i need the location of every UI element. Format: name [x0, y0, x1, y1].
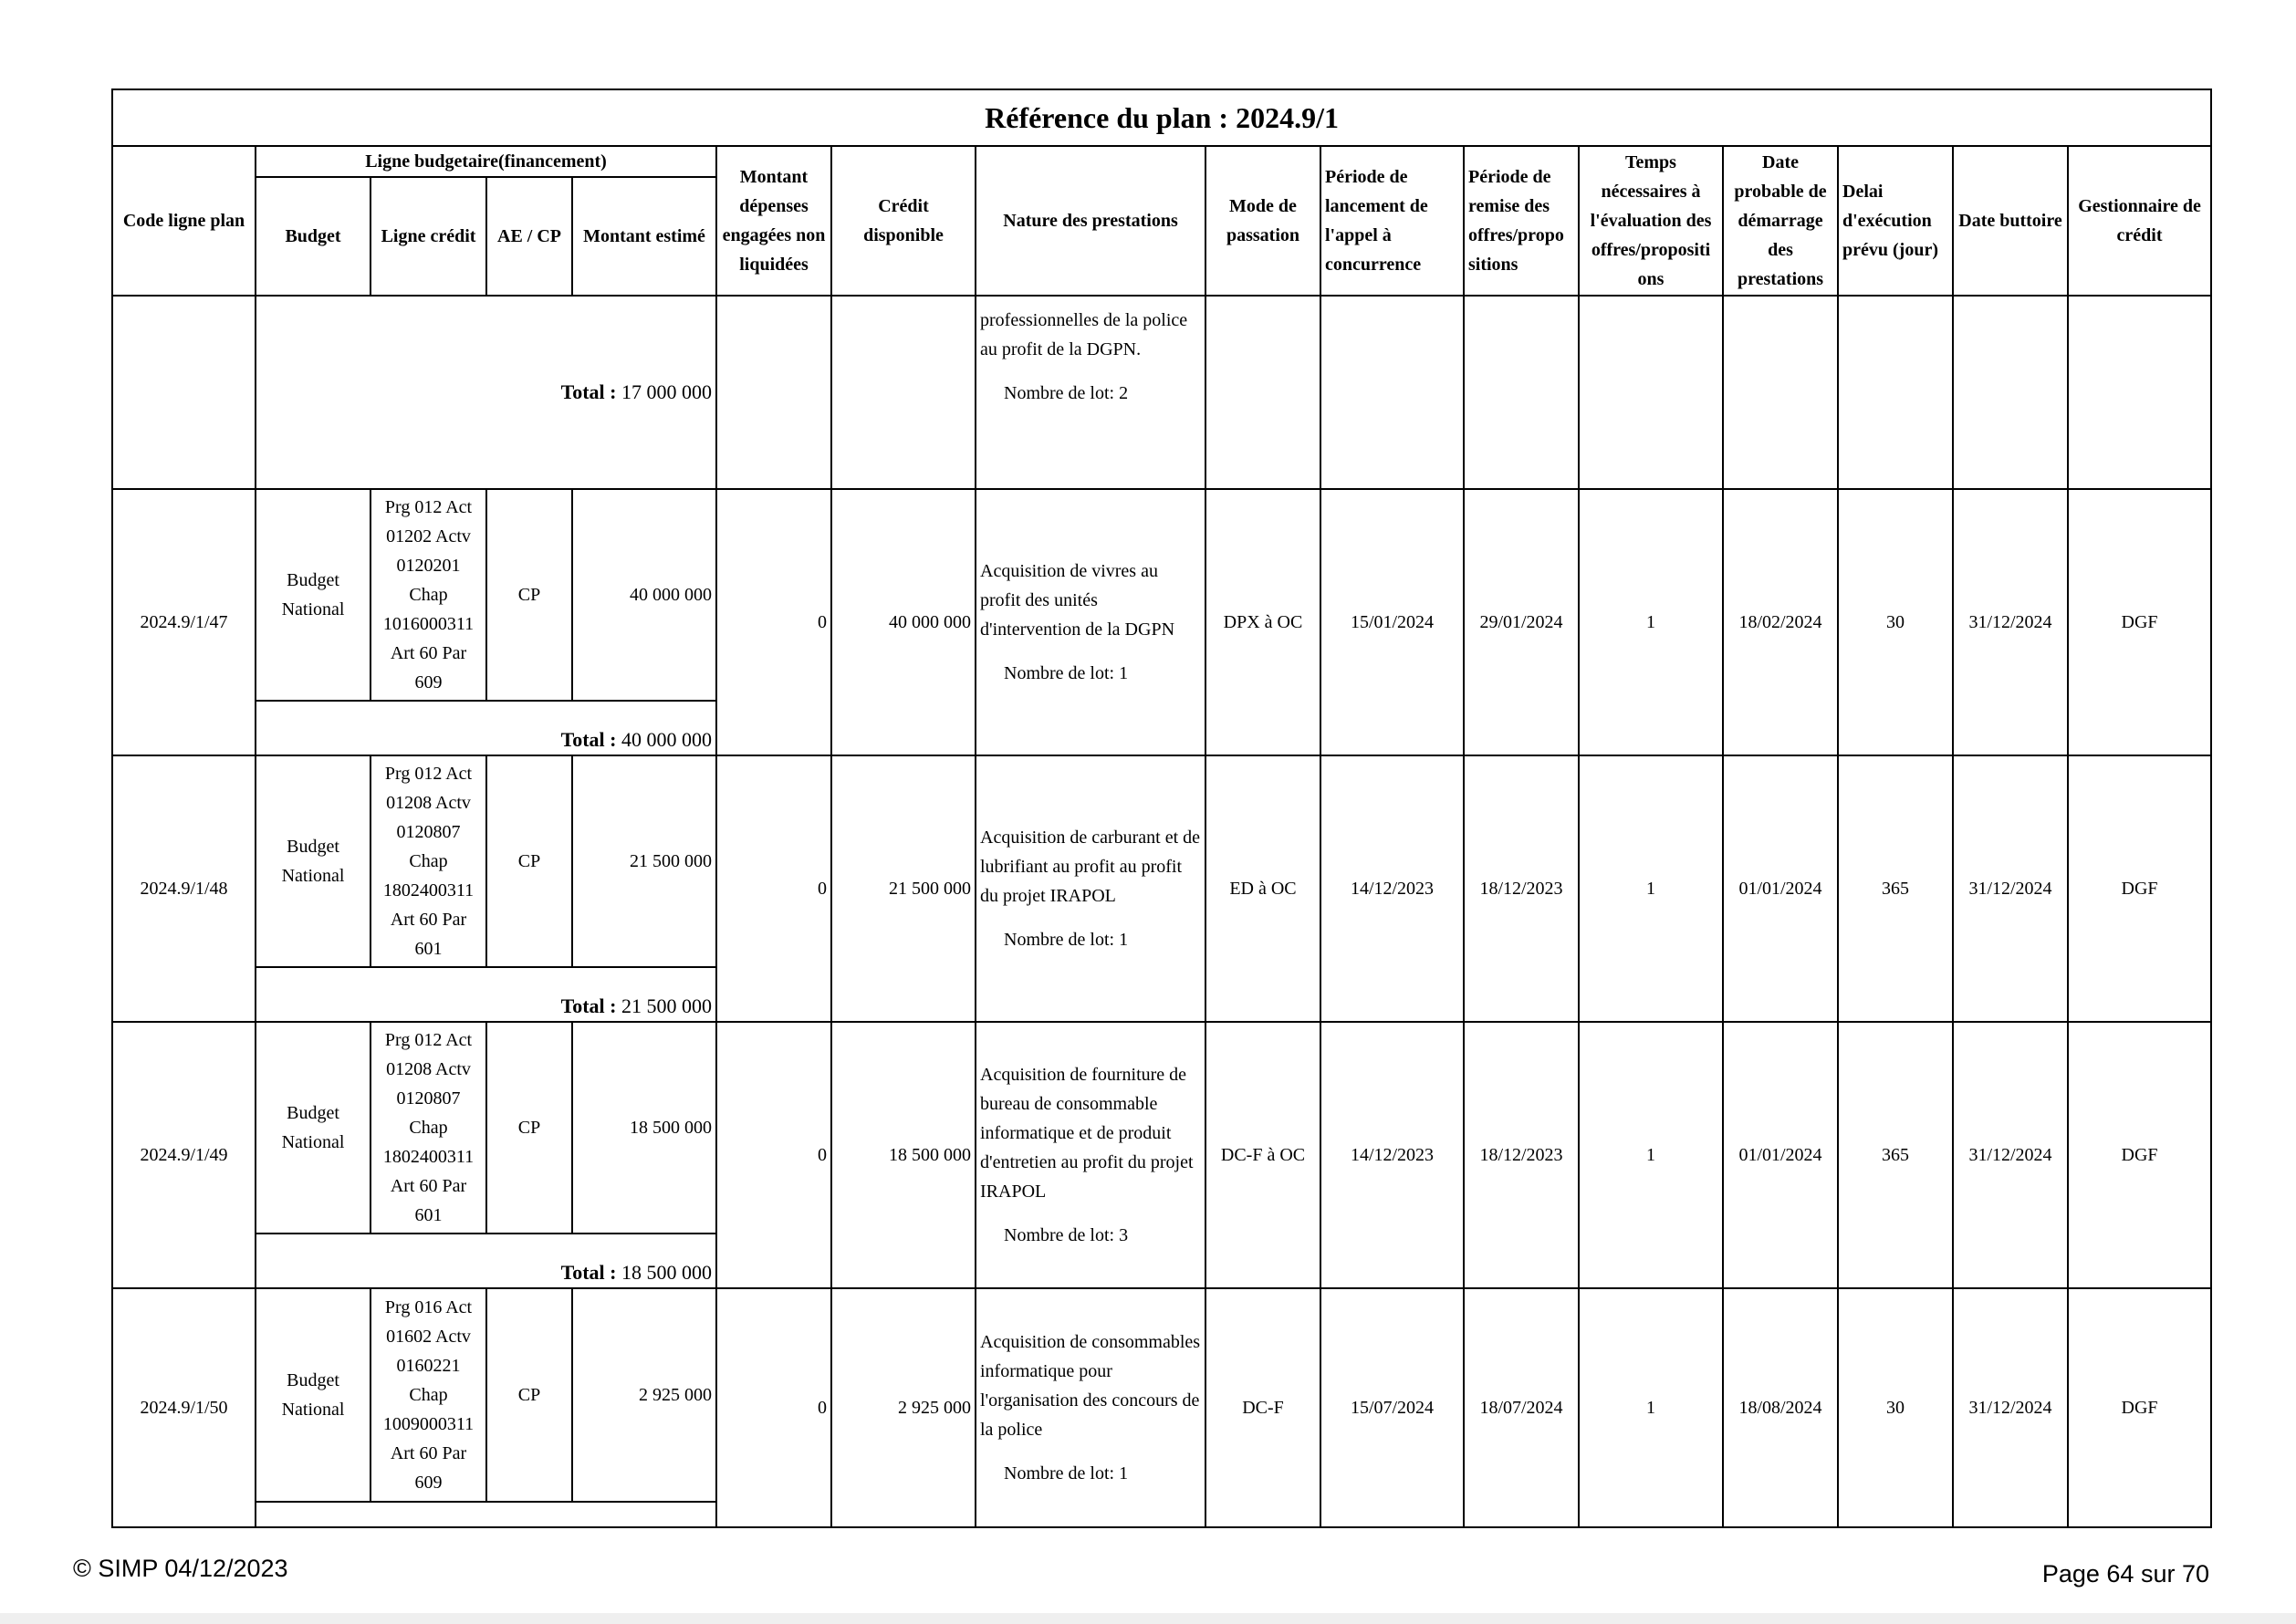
cell-gestionnaire: DGF	[2068, 1022, 2211, 1288]
table-row	[112, 489, 2211, 701]
cell-mode: ED à OC	[1205, 755, 1320, 1022]
cell-montant: 40 000 000	[572, 489, 716, 701]
total-value: 21 500 000	[621, 994, 712, 1017]
cell-montant: 18 500 000	[572, 1022, 716, 1234]
header-temps-evaluation: Temps nécessaires à l'évaluation des offres/propositi ons	[1579, 146, 1723, 296]
lot-count: Nombre de lot: 1	[1004, 663, 1129, 683]
footer-copyright: © SIMP 04/12/2023	[73, 1555, 288, 1582]
cell-ligne-credit: Prg 012 Act 01208 Actv 0120807 Chap 1802400311 Art 60 Par 601	[370, 755, 486, 967]
cell-ae-cp: CP	[486, 489, 572, 701]
cell-mode: DC-F à OC	[1205, 1022, 1320, 1288]
footer-page-number: Page 64 sur 70	[2041, 1560, 2209, 1588]
cell-demarrage: 18/08/2024	[1723, 1288, 1838, 1527]
cell-ae-cp: CP	[486, 1022, 572, 1234]
table-row-continuation	[112, 296, 2211, 489]
cell-code: 2024.9/1/47	[112, 489, 256, 755]
header-ae-cp: AE / CP	[486, 177, 572, 296]
cell-nature	[976, 1288, 1205, 1527]
header-ligne-credit: Ligne crédit	[370, 177, 486, 296]
cell-total	[256, 701, 716, 755]
cell-ligne-credit: Prg 012 Act 01208 Actv 0120807 Chap 1802400311 Art 60 Par 601	[370, 1022, 486, 1234]
cell-nature	[976, 489, 1205, 755]
cell-delai: 365	[1838, 755, 1953, 1022]
cell-credit: 18 500 000	[831, 1022, 976, 1288]
nature-text: Acquisition de fourniture de bureau de consommable informatique et de produit d'entretien au profit du projet IRAPOL	[980, 1065, 1194, 1202]
cell-credit: 40 000 000	[831, 489, 976, 755]
cell-total-empty	[256, 1502, 716, 1527]
cell-demarrage: 01/01/2024	[1723, 1022, 1838, 1288]
cell-delai: 365	[1838, 1022, 1953, 1288]
cell-buttoire: 31/12/2024	[1953, 755, 2068, 1022]
table-row	[112, 755, 2211, 967]
cell-code: 2024.9/1/48	[112, 755, 256, 1022]
total-label: Total :	[560, 380, 617, 403]
cell-nature	[976, 296, 1205, 489]
header-gestionnaire-credit: Gestionnaire de crédit	[2068, 146, 2211, 296]
cell-buttoire: 31/12/2024	[1953, 489, 2068, 755]
header-date-buttoire: Date buttoire	[1953, 146, 2068, 296]
cell-total	[256, 1234, 716, 1288]
cell-nature	[976, 755, 1205, 1022]
cell-montant: 21 500 000	[572, 755, 716, 967]
total-value: 18 500 000	[621, 1261, 712, 1284]
cell-buttoire: 31/12/2024	[1953, 1022, 2068, 1288]
header-mode-passation: Mode de passation	[1205, 146, 1320, 296]
header-code-ligne-plan: Code ligne plan	[112, 146, 256, 296]
cell-code	[112, 296, 256, 489]
total-label: Total :	[560, 994, 617, 1017]
procurement-plan-table	[111, 88, 2212, 1528]
cell-lancement: 14/12/2023	[1320, 1022, 1464, 1288]
nature-text: Acquisition de vivres au profit des unités d'intervention de la DGPN	[980, 561, 1175, 640]
lot-count: Nombre de lot: 1	[1004, 1463, 1129, 1483]
page-bottom-edge	[0, 1613, 2296, 1624]
cell-temps: 1	[1579, 1288, 1723, 1527]
cell-ligne-credit: Prg 012 Act 01202 Actv 0120201 Chap 1016000311 Art 60 Par 609	[370, 489, 486, 701]
cell-budget: Budget National	[256, 755, 370, 967]
cell-remise: 29/01/2024	[1464, 489, 1579, 755]
total-value: 40 000 000	[621, 728, 712, 751]
header-credit-disponible: Crédit disponible	[831, 146, 976, 296]
plan-reference-title: Référence du plan : 2024.9/1	[112, 89, 2211, 146]
cell-montant: 2 925 000	[572, 1288, 716, 1502]
cell-delai: 30	[1838, 489, 1953, 755]
cell-ae-cp: CP	[486, 755, 572, 967]
cell-depenses: 0	[716, 1288, 831, 1527]
cell-temps: 1	[1579, 755, 1723, 1022]
cell-lancement: 14/12/2023	[1320, 755, 1464, 1022]
total-value: 17 000 000	[621, 380, 712, 403]
header-budget: Budget	[256, 177, 370, 296]
total-label: Total :	[560, 1261, 617, 1284]
header-montant-estime: Montant estimé	[572, 177, 716, 296]
cell-gestionnaire: DGF	[2068, 755, 2211, 1022]
cell-credit: 2 925 000	[831, 1288, 976, 1527]
header-nature-prestations: Nature des prestations	[976, 146, 1205, 296]
cell-depenses: 0	[716, 1022, 831, 1288]
cell-budget: Budget National	[256, 489, 370, 701]
cell-demarrage: 01/01/2024	[1723, 755, 1838, 1022]
cell-remise: 18/12/2023	[1464, 1022, 1579, 1288]
cell-mode: DC-F	[1205, 1288, 1320, 1527]
cell-remise: 18/12/2023	[1464, 755, 1579, 1022]
cell-nature	[976, 1022, 1205, 1288]
cell-gestionnaire: DGF	[2068, 1288, 2211, 1527]
cell-depenses: 0	[716, 755, 831, 1022]
cell-demarrage: 18/02/2024	[1723, 489, 1838, 755]
cell-code: 2024.9/1/50	[112, 1288, 256, 1527]
table-row	[112, 1288, 2211, 1502]
header-ligne-budgetaire: Ligne budgetaire(financement)	[256, 146, 716, 177]
header-montant-depenses: Montant dépenses engagées non liquidées	[716, 146, 831, 296]
cell-temps: 1	[1579, 489, 1723, 755]
nature-text: Acquisition de carburant et de lubrifiant au profit au profit du projet IRAPOL	[980, 828, 1201, 906]
cell-temps: 1	[1579, 1022, 1723, 1288]
total-label: Total :	[560, 728, 617, 751]
cell-lancement: 15/01/2024	[1320, 489, 1464, 755]
header-delai-execution: Delai d'exécution prévu (jour)	[1838, 146, 1953, 296]
cell-code: 2024.9/1/49	[112, 1022, 256, 1288]
cell-ae-cp: CP	[486, 1288, 572, 1502]
cell-credit: 21 500 000	[831, 755, 976, 1022]
header-periode-remise: Période de remise des offres/propo sitions	[1464, 146, 1579, 296]
cell-lancement: 15/07/2024	[1320, 1288, 1464, 1527]
cell-budget: Budget National	[256, 1022, 370, 1234]
cell-total	[256, 296, 716, 489]
nature-text: professionnelles de la police au profit de la DGPN.	[980, 310, 1188, 359]
lot-count: Nombre de lot: 3	[1004, 1225, 1129, 1245]
cell-delai: 30	[1838, 1288, 1953, 1527]
header-date-demarrage: Date probable de démarrage des prestations	[1723, 146, 1838, 296]
cell-gestionnaire: DGF	[2068, 489, 2211, 755]
cell-remise: 18/07/2024	[1464, 1288, 1579, 1527]
lot-count: Nombre de lot: 1	[1004, 930, 1129, 950]
cell-depenses: 0	[716, 489, 831, 755]
cell-mode: DPX à OC	[1205, 489, 1320, 755]
table-row	[112, 1022, 2211, 1234]
cell-budget: Budget National	[256, 1288, 370, 1502]
cell-buttoire: 31/12/2024	[1953, 1288, 2068, 1527]
header-periode-lancement: Période de lancement de l'appel à concurrence	[1320, 146, 1464, 296]
cell-total	[256, 967, 716, 1022]
nature-text: Acquisition de consommables informatique pour l'organisation des concours de la police	[980, 1332, 1201, 1440]
cell-ligne-credit: Prg 016 Act 01602 Actv 0160221 Chap 1009000311 Art 60 Par 609	[370, 1288, 486, 1502]
lot-count: Nombre de lot: 2	[1004, 383, 1129, 403]
